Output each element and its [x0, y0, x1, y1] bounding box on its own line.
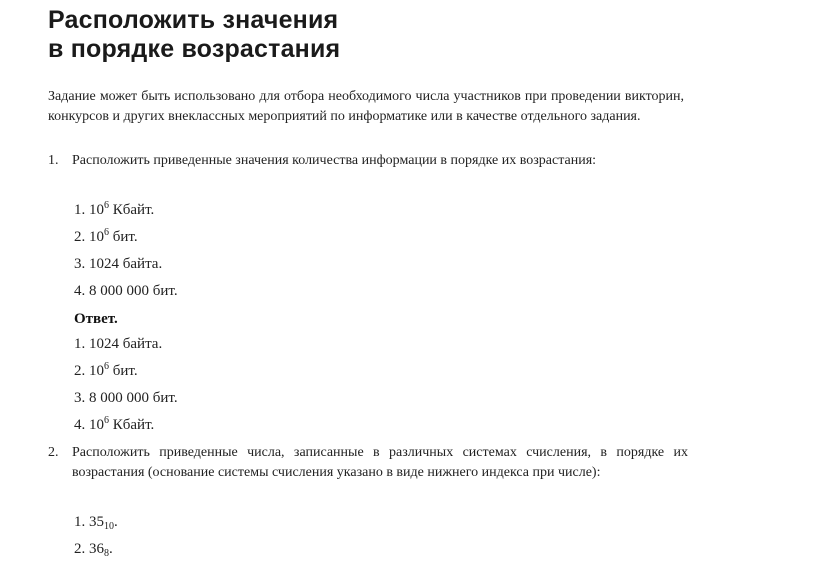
item-text: 8 000 000 бит.: [89, 390, 178, 406]
item-text: 1024 байта.: [89, 256, 163, 272]
item-text: 1024 байта.: [89, 336, 163, 352]
item-unit: бит.: [109, 229, 138, 245]
item-base: 10: [89, 202, 104, 218]
title-line-2: в порядке возрастания: [48, 35, 341, 63]
task-2-text: Расположить приведенные числа, записанные в различных системах счисления, в порядке их возрастания (основание системы счисления указано в виде нижнего индекса при числе):: [72, 445, 688, 480]
item-base: 10: [89, 363, 104, 379]
item-base: 10: [89, 417, 104, 433]
item-exponent: 6: [104, 361, 109, 372]
answer-label: Ответ.: [74, 311, 118, 327]
task-1-item-4: [74, 281, 178, 301]
answer-item-1: [74, 334, 162, 354]
task-1: [48, 151, 688, 171]
task-1-number: 1.: [48, 153, 59, 168]
item-text: 8 000 000 бит.: [89, 283, 178, 299]
answer-item-2: [74, 361, 138, 381]
item-number: 1.: [74, 336, 86, 352]
item-exponent: 6: [104, 227, 109, 238]
item-base: 36: [89, 541, 104, 557]
item-punct: .: [114, 514, 118, 530]
task-1-item-1: [74, 200, 154, 220]
task-2-item-2: [74, 539, 113, 559]
item-number: 1.: [74, 514, 86, 530]
item-number: 3.: [74, 256, 86, 272]
item-exponent: 6: [104, 200, 109, 211]
answer-item-3: [74, 388, 178, 408]
item-number: 2.: [74, 541, 86, 557]
task-2: [48, 443, 688, 483]
task-2-item-1: [74, 512, 118, 532]
item-exponent: 6: [104, 415, 109, 426]
item-unit: Кбайт.: [109, 417, 155, 433]
item-number: 3.: [74, 390, 86, 406]
task-1-item-2: [74, 227, 138, 247]
task-1-text: Расположить приведенные значения количества информации в порядке их возрастания:: [72, 153, 597, 168]
item-radix: 10: [104, 521, 114, 532]
item-radix: 8: [104, 548, 109, 559]
item-base: 35: [89, 514, 104, 530]
item-number: 4.: [74, 417, 86, 433]
task-2-number: 2.: [48, 445, 59, 460]
item-number: 2.: [74, 229, 86, 245]
item-number: 4.: [74, 283, 86, 299]
title-line-1: Расположить значения: [48, 6, 339, 34]
page-title: [48, 6, 748, 64]
item-number: 1.: [74, 202, 86, 218]
answer-item-4: [74, 415, 154, 435]
intro-paragraph: Задание может быть использовано для отбора необходимого числа участников при проведении викторин, конкурсов и других внеклассных мероприятий по информатике или в качестве отдельного задания.: [48, 89, 684, 124]
task-1-item-3: [74, 254, 162, 274]
item-unit: бит.: [109, 363, 138, 379]
item-punct: .: [109, 541, 113, 557]
item-unit: Кбайт.: [109, 202, 155, 218]
item-number: 2.: [74, 363, 86, 379]
item-base: 10: [89, 229, 104, 245]
